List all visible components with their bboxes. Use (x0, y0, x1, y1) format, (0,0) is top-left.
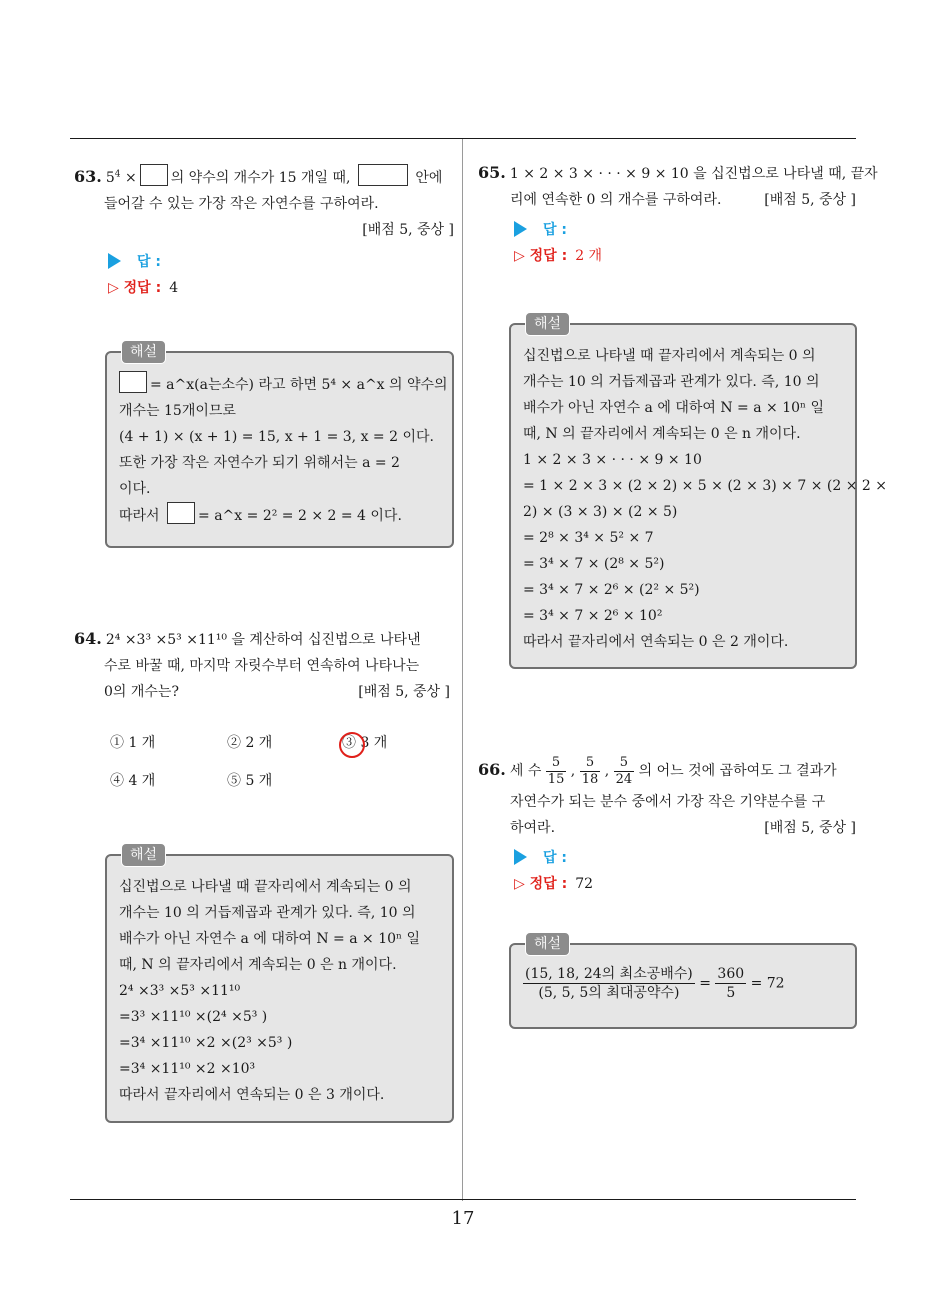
q63-sol2: 개수는 15개이므로 (119, 403, 236, 419)
q65-correct-label: 정답 : (529, 248, 568, 264)
q65-sol-line: = 3⁴ × 7 × 2⁶ × 10² (523, 608, 663, 624)
fraction-1-den: 15 (547, 771, 565, 787)
outline-triangle-icon: ▷ (514, 248, 525, 264)
question-64 (74, 626, 454, 705)
q65-line2: 리에 연속한 0 의 개수를 구하여라. (510, 192, 722, 208)
q65-line1-text: 1 × 2 × 3 × · · · × 9 × 10 을 십진법으로 나타낼 때, 끝자 (509, 166, 878, 182)
q63-answer-label: 답 : (137, 254, 161, 270)
q66-meta: [배점 5, 중상 ] (764, 820, 856, 836)
q64-solution-box (105, 847, 454, 1123)
q65-sol-line: = 2⁸ × 3⁴ × 5² × 7 (523, 530, 654, 546)
q64-meta: [배점 5, 중상 ] (358, 684, 450, 700)
fraction-1 (546, 755, 567, 788)
q66-sol-eq: = (699, 975, 711, 992)
q63-meta: [배점 5, 중상 ] (362, 222, 454, 238)
q64-sol-line: 때, N 의 끝자리에서 계속되는 0 은 n 개이다. (119, 957, 397, 973)
q64-line3: 0의 개수는? (104, 684, 179, 700)
outline-triangle-icon: ▷ (514, 876, 525, 892)
q63-text-a: 의 약수의 개수가 15 개일 때, (170, 170, 351, 186)
q65-meta: [배점 5, 중상 ] (764, 192, 856, 208)
q66-line1-b: 의 어느 것에 곱하여도 그 결과가 (638, 763, 837, 779)
q64-sol-line: 십진법으로 나타낼 때 끝자리에서 계속되는 0 의 (119, 879, 412, 895)
q65-solution-tag: 해설 (525, 312, 570, 336)
fraction-2-num: 5 (580, 755, 601, 772)
fraction-1-num: 5 (546, 755, 567, 772)
play-icon (108, 253, 121, 269)
q64-choice-4[interactable]: ④ 4 개 (110, 773, 156, 789)
column-divider (462, 139, 463, 1201)
q63-correct-row (108, 275, 454, 301)
play-icon (514, 221, 527, 237)
q63-sol-blank-box (119, 371, 147, 393)
q63-blank-box-2 (358, 164, 408, 186)
question-66 (478, 752, 858, 897)
outline-triangle-icon: ▷ (108, 280, 119, 296)
play-icon (514, 849, 527, 865)
q66-line3: 하여라. (510, 820, 556, 836)
q66-sol-den: (5, 5, 5의 최대공약수) (538, 985, 680, 1001)
page-number: 17 (451, 1208, 475, 1229)
q64-choice-3[interactable]: ③ 3 개 (342, 735, 388, 751)
q63-sol3: (4 + 1) × (x + 1) = 15, x + 1 = 3, x = 2 이다. (119, 429, 434, 445)
q66-answer-label: 답 : (543, 850, 567, 866)
fraction-3-num: 5 (614, 755, 635, 772)
q66-line2: 자연수가 되는 분수 중에서 가장 작은 기약분수를 구 (510, 794, 826, 810)
fraction-3-den: 24 (615, 771, 633, 787)
fraction-3 (614, 755, 635, 788)
q63-correct-label: 정답 : (123, 280, 162, 296)
q65-line1 (478, 160, 878, 187)
q66-solution-tag: 해설 (525, 932, 570, 956)
q65-sol-line: 때, N 의 끝자리에서 계속되는 0 은 n 개이다. (523, 426, 801, 442)
q66-answer-row[interactable] (514, 845, 858, 871)
q66-correct-label: 정답 : (529, 876, 568, 892)
q64-sol-line: 따라서 끝자리에서 연속되는 0 은 3 개이다. (119, 1087, 385, 1103)
q63-blank-box (140, 164, 168, 186)
q63-sol1 (119, 371, 448, 398)
q65-sol-line: = 1 × 2 × 3 × (2 × 2) × 5 × (2 × 3) × 7 × (2 × 2 × (523, 478, 887, 494)
q63-sol1-text: = a^x(a는소수) 라고 하면 5⁴ × a^x 의 약수의 (150, 377, 448, 393)
q64-line1 (74, 626, 454, 653)
top-rule (70, 138, 856, 139)
q65-sol-line: 개수는 10 의 거듭제곱과 관계가 있다. 즉, 10 의 (523, 374, 820, 390)
q66-sol-fraction (523, 965, 695, 1002)
q63-sol6-b: = a^x = 2² = 2 × 2 = 4 이다. (198, 508, 402, 524)
q64-sol-line: 배수가 아닌 자연수 a 에 대하여 N = a × 10ⁿ 일 (119, 931, 421, 947)
q66-solution-box (509, 936, 857, 1029)
q64-choice-1[interactable]: ① 1 개 (110, 735, 156, 751)
q63-sol4: 또한 가장 작은 자연수가 되기 위해서는 a = 2 (119, 455, 400, 471)
q64-choice-2[interactable]: ② 2 개 (227, 735, 273, 751)
q64-line2: 수로 바꿀 때, 마지막 자릿수부터 연속하여 나타나는 (104, 658, 420, 674)
q63-line1 (74, 164, 454, 191)
q64-sol-line: =3⁴ ×11¹⁰ ×2 ×(2³ ×5³ ) (119, 1035, 293, 1051)
q63-sol6-a: 따라서 (119, 508, 160, 524)
q64-sol-line: 개수는 10 의 거듭제곱과 관계가 있다. 즉, 10 의 (119, 905, 416, 921)
q66-sol-result: = 72 (750, 975, 785, 992)
q63-text-b: 안에 (415, 170, 443, 186)
question-65 (478, 160, 878, 269)
q65-correct-row (514, 243, 858, 269)
q64-sol-line: =3³ ×11¹⁰ ×(2⁴ ×5³ ) (119, 1009, 268, 1025)
q65-sol-line: = 3⁴ × 7 × 2⁶ × (2² × 5²) (523, 582, 700, 598)
q64-line3-row (74, 679, 454, 705)
q63-sol6-blank-box (167, 502, 195, 524)
q65-sol-line: = 3⁴ × 7 × (2⁸ × 5²) (523, 556, 665, 572)
q63-base: 5 (105, 170, 115, 186)
q63-answer-row[interactable] (108, 249, 454, 275)
q66-sol-fraction-2 (715, 965, 746, 1002)
q66-sol-expression (523, 965, 843, 1002)
q66-line1: 66. 세 수 $\frac{5}{15}$ , $\frac{5}{18}$ , $\frac{5}{24}$ 의 어느 것에 곱하여도 그 결과가 (478, 754, 837, 787)
fraction-2 (580, 755, 601, 788)
q63-line2: 들어갈 수 있는 가장 작은 자연수를 구하여라. (104, 196, 379, 212)
q66-number: 66. (478, 760, 506, 779)
q66-correct-row (514, 871, 858, 897)
q63-exp: 4 (114, 169, 121, 180)
q66-line1-a: 세 수 (509, 763, 542, 779)
q66-sol-num-2: 360 (717, 966, 745, 982)
q63-sol5: 이다. (119, 481, 151, 497)
q65-answer-row[interactable] (514, 217, 858, 243)
q64-sol-line: 2⁴ ×3³ ×5³ ×11¹⁰ (119, 983, 241, 999)
q64-line1-text: 2⁴ ×3³ ×5³ ×11¹⁰ 을 계산하여 십진법으로 나타낸 (105, 632, 421, 648)
fraction-2-den: 18 (581, 771, 599, 787)
q65-sol-line: 십진법으로 나타낼 때 끝자리에서 계속되는 0 의 (523, 348, 816, 364)
q64-sol-line: =3⁴ ×11¹⁰ ×2 ×10³ (119, 1061, 256, 1077)
q66-sol-den-2: 5 (726, 985, 736, 1001)
q65-sol-line: 배수가 아닌 자연수 a 에 대하여 N = a × 10ⁿ 일 (523, 400, 825, 416)
q63-number: 63. (74, 167, 102, 186)
q64-solution-tag: 해설 (121, 843, 166, 867)
q65-correct-value: 2 개 (575, 248, 603, 264)
q65-sol-line: 따라서 끝자리에서 연속되는 0 은 2 개이다. (523, 634, 789, 650)
q63-times: × (124, 170, 137, 186)
selected-answer-circle (339, 732, 365, 758)
q63-correct-value: 4 (169, 280, 179, 296)
q65-solution-box (509, 316, 887, 669)
bottom-rule (70, 1199, 856, 1200)
q65-sol-line: 2) × (3 × 3) × (2 × 5) (523, 504, 678, 520)
q64-number: 64. (74, 629, 102, 648)
question-63 (74, 164, 454, 301)
q65-line2-row (478, 187, 858, 213)
q66-line3-row (478, 815, 858, 841)
q63-solution-tag: 해설 (121, 340, 166, 364)
q63-sol6 (119, 502, 440, 529)
q65-sol-line: 1 × 2 × 3 × · · · × 9 × 10 (523, 452, 702, 468)
q66-correct-value: 72 (575, 876, 594, 892)
q66-sol-num: (15, 18, 24의 최소공배수) (525, 966, 693, 982)
q63-solution-box (105, 344, 454, 548)
q65-number: 65. (478, 163, 506, 182)
q65-answer-label: 답 : (543, 222, 567, 238)
q64-choice-5[interactable]: ⑤ 5 개 (227, 773, 273, 789)
